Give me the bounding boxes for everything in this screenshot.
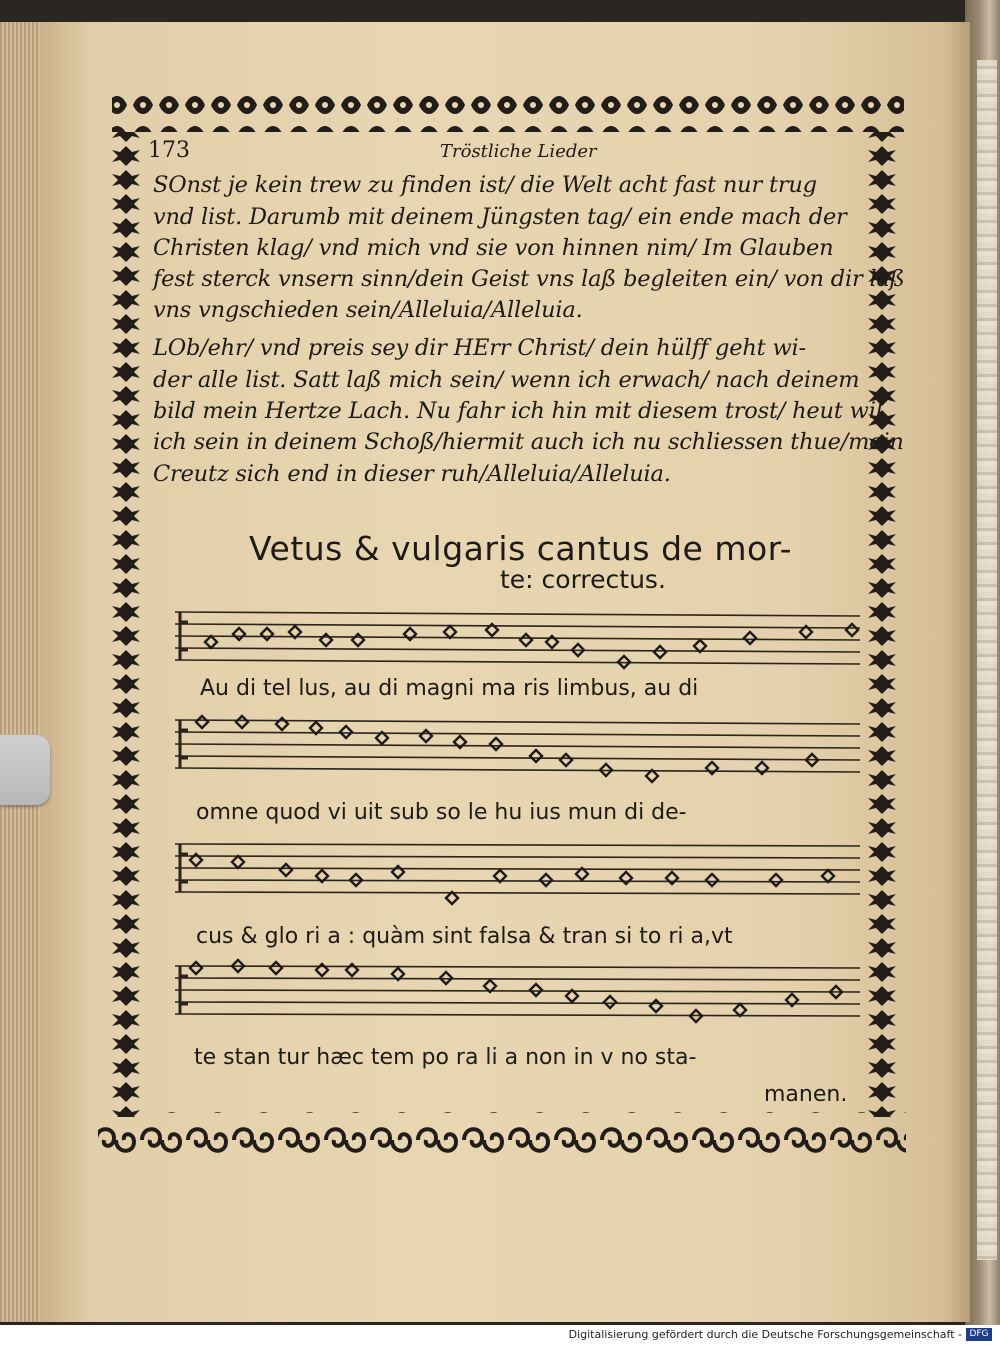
verse-line: fest sterck vnsern sinn/dein Geist vns laß begleiten ein/ von dir laß xyxy=(153,266,905,292)
verse-line: LOb/ehr/ vnd preis sey dir HErr Christ/ dein hülff geht wi- xyxy=(153,335,806,361)
lyric-line: te stan tur hæc tem po ra li a non in v no sta- xyxy=(194,1045,697,1070)
staff-2 xyxy=(175,720,860,772)
verse-line: vnd list. Darumb mit deinem Jüngsten tag/ ein ende mach der xyxy=(153,204,847,230)
verse-line: vns vngschieden sein/Alleluia/Alleluia. xyxy=(153,297,583,323)
verse-line: Creutz sich end in dieser ruh/Alleluia/Alleluia. xyxy=(153,461,671,487)
bottom-ornament xyxy=(98,1112,906,1154)
neumes-staff-3 xyxy=(190,854,834,904)
top-ornament xyxy=(112,92,904,132)
left-ornament xyxy=(112,132,148,1117)
dfg-logo: DFG xyxy=(966,1328,992,1341)
running-title: Tröstliche Lieder xyxy=(440,141,597,162)
verse-line: SOnst je kein trew zu finden ist/ die Welt acht fast nur trug xyxy=(153,172,817,198)
neumes-staff-2 xyxy=(196,716,818,782)
section-heading: Vetus & vulgaris cantus de mor- xyxy=(249,529,793,568)
lyric-line: manen. xyxy=(764,1082,848,1107)
lyric-line: omne quod vi uit sub so le hu ius mun di de- xyxy=(196,800,687,825)
verse-line: Christen klag/ vnd mich vnd sie von hinnen nim/ Im Glauben xyxy=(153,235,834,261)
verse-line: ich sein in deinem Schoß/hiermit auch ich nu schliessen thue/mein xyxy=(153,429,904,455)
verse-line: der alle list. Satt laß mich sein/ wenn ich erwach/ nach deinem xyxy=(153,367,860,393)
staff-3 xyxy=(175,844,860,894)
lyric-line: cus & glo ri a : quàm sint falsa & tran si to ri a,vt xyxy=(196,924,733,949)
verse-line: bild mein Hertze Lach. Nu fahr ich hin mit diesem trost/ heut wil xyxy=(153,398,883,424)
clefs xyxy=(180,612,188,1014)
lyric-line: Au di tel lus, au di magni ma ris limbus, au di xyxy=(200,676,699,701)
page-number: 173 xyxy=(148,138,190,163)
section-heading-continued: te: correctus. xyxy=(500,565,666,594)
funding-credit: Digitalisierung gefördert durch die Deutsche Forschungsgemeinschaft - xyxy=(568,1328,962,1341)
